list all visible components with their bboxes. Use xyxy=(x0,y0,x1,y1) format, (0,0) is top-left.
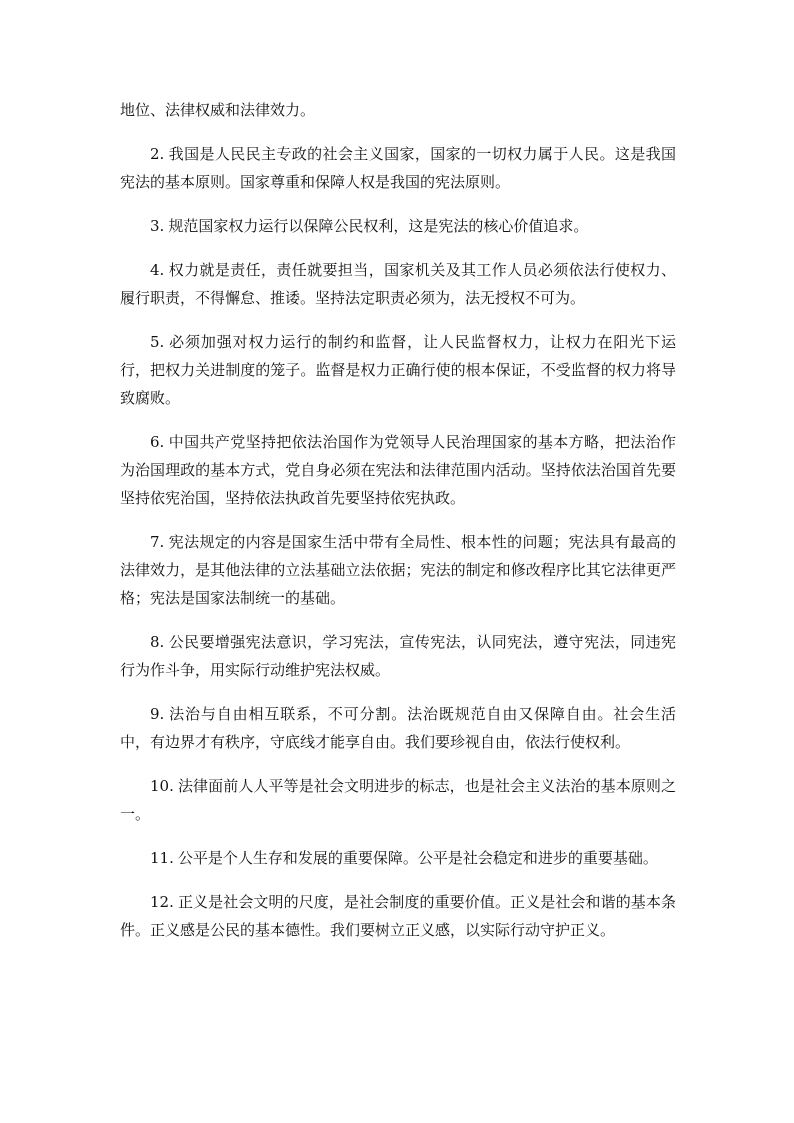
paragraph-6 xyxy=(120,428,676,512)
paragraph-number: 4. xyxy=(150,261,165,279)
paragraph-text: 规范国家权力运行以保障公民权利，这是宪法的核心价值追求。 xyxy=(168,217,589,235)
paragraph-text: 必须加强对权力运行的制约和监督，让人民监督权力，让权力在阳光下运行，把权力关进制度的笼子。监督是权力正确行使的根本保证，不受监督的权力将导致腐败。 xyxy=(120,333,676,407)
paragraph-number: 12. xyxy=(150,893,174,911)
paragraph-number: 8. xyxy=(150,633,165,651)
paragraph-12 xyxy=(120,888,676,944)
paragraph-10 xyxy=(120,772,676,828)
paragraph-number: 11. xyxy=(150,849,174,867)
paragraph-4 xyxy=(120,256,676,312)
paragraph-text: 正义是社会文明的尺度，是社会制度的重要价值。正义是社会和谐的基本条件。正义感是公民的基本德性。我们要树立正义感，以实际行动守护正义。 xyxy=(120,893,676,939)
paragraph-number: 2. xyxy=(150,145,165,163)
paragraph-text: 公平是个人生存和发展的重要保障。公平是社会稳定和进步的重要基础。 xyxy=(177,849,658,867)
paragraph-11 xyxy=(120,844,676,872)
paragraph-5 xyxy=(120,328,676,412)
paragraph-text: 地位、法律权威和法律效力。 xyxy=(120,101,316,119)
paragraph-7 xyxy=(120,528,676,612)
paragraph-text: 中国共产党坚持把依法治国作为党领导人民治理国家的基本方略，把法治作为治国理政的基本方式，党自身必须在宪法和法律范围内活动。坚持依法治国首先要坚持依宪治国，坚持依法执政首先要坚持依宪执政。 xyxy=(120,433,676,507)
paragraph-text: 权力就是责任，责任就要担当，国家机关及其工作人员必须依法行使权力、履行职责，不得懈怠、推诿。坚持法定职责必须为，法无授权不可为。 xyxy=(120,261,676,307)
paragraph-number: 9. xyxy=(150,705,165,723)
paragraph-text: 公民要增强宪法意识，学习宪法，宣传宪法，认同宪法，遵守宪法，同违宪行为作斗争，用实际行动维护宪法权威。 xyxy=(120,633,676,679)
paragraph-text: 我国是人民民主专政的社会主义国家，国家的一切权力属于人民。这是我国宪法的基本原则。国家尊重和保障人权是我国的宪法原则。 xyxy=(120,145,676,191)
paragraph-text: 法治与自由相互联系，不可分割。法治既规范自由又保障自由。社会生活中，有边界才有秩序，守底线才能享自由。我们要珍视自由，依法行使权利。 xyxy=(120,705,676,751)
paragraph-continuation xyxy=(120,96,676,124)
paragraph-3 xyxy=(120,212,676,240)
paragraph-number: 3. xyxy=(150,217,165,235)
paragraph-2 xyxy=(120,140,676,196)
paragraph-text: 法律面前人人平等是社会文明进步的标志，也是社会主义法治的基本原则之一。 xyxy=(120,777,676,823)
paragraph-number: 10. xyxy=(150,777,174,795)
paragraph-number: 7. xyxy=(150,533,165,551)
paragraph-text: 宪法规定的内容是国家生活中带有全局性、根本性的问题；宪法具有最高的法律效力，是其他法律的立法基础立法依据；宪法的制定和修改程序比其它法律更严格；宪法是国家法制统一的基础。 xyxy=(120,533,676,607)
paragraph-number: 5. xyxy=(150,333,165,351)
paragraph-8 xyxy=(120,628,676,684)
document-body xyxy=(120,96,676,960)
paragraph-number: 6. xyxy=(150,433,165,451)
paragraph-9 xyxy=(120,700,676,756)
